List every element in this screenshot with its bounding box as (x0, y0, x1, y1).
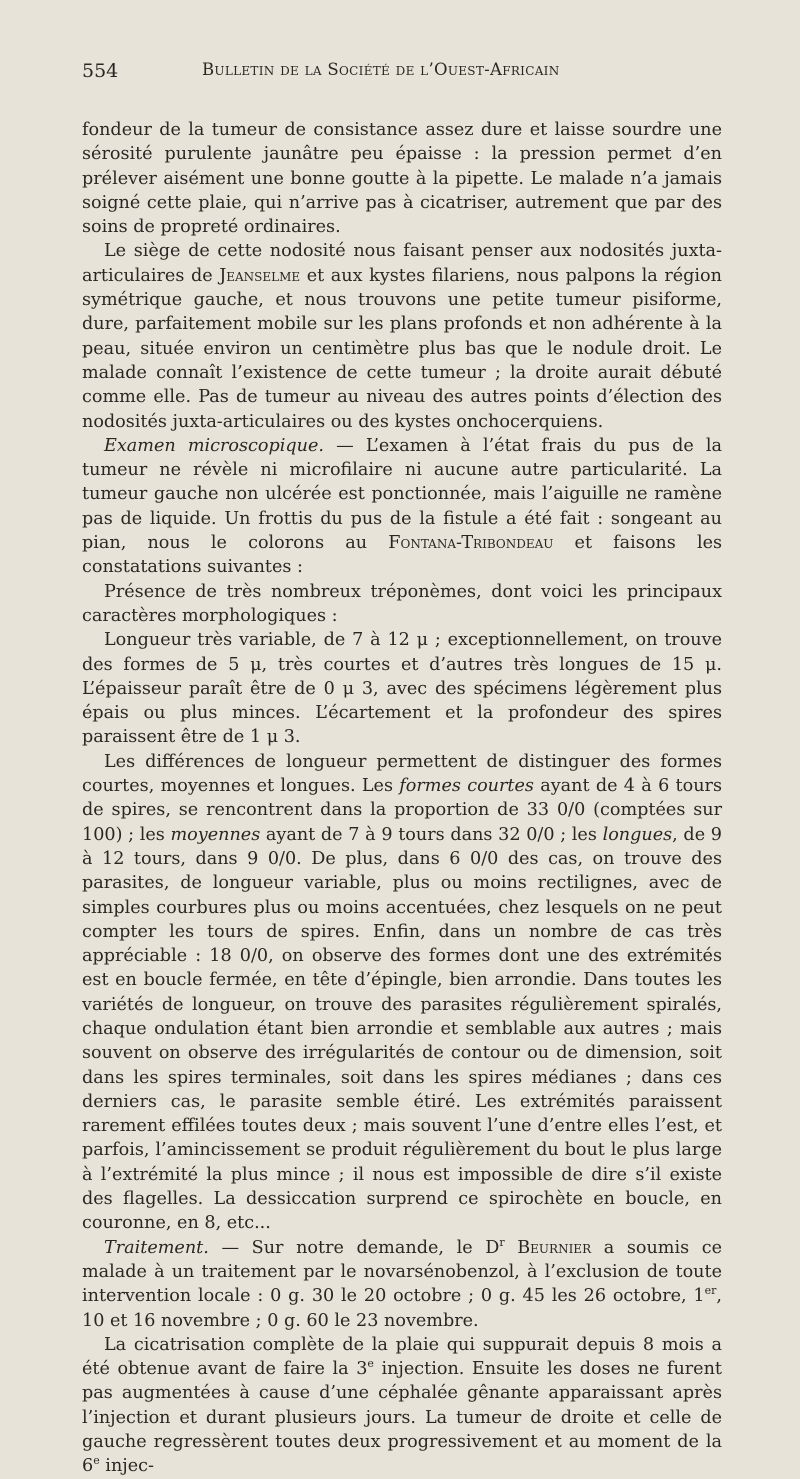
paragraph-1-text: fondeur de la tumeur de consistance assez dure et laisse sourdre une sérosité purulente jaunâtre peu épaisse : la pression permet d’en prélever aisément une bonne goutte à la pipette. Le malade n’a jamais soigné cette plaie, qui n’arrive pas à cicatriser, autrement que par des soins de propreté ordinaires. (82, 120, 722, 238)
superscript-er: er (704, 1284, 717, 1298)
running-title: Bulletin de la Société de l’Ouest-Africain (202, 60, 560, 79)
paragraph-6-text-b: ayant de 4 à 6 tours de spires, se rencontrent dans la proportion de 33 0/0 (comptées sur 100) ; les (82, 776, 722, 845)
paragraph-5-text: Longueur très variable, de 7 à 12 μ ; exceptionnellement, on trouve des formes de 5 μ, très courtes et d’autres très longues de 15 μ. L’épaisseur paraît être de 0 μ 3, avec des spécimens légèrement plus épais ou plus minces. L’écartement et la profondeur des spires paraissent être de 1 μ 3. (82, 630, 722, 748)
paragraph-8-text-a: La cicatrisation complète de la plaie qui suppurait depuis 8 mois a été obtenue avant de faire la 3 (82, 1334, 722, 1380)
paragraph-7-space (505, 1238, 518, 1258)
paragraph-8-text-c: injec- (99, 1456, 154, 1477)
term-moyennes: moyennes (170, 824, 261, 845)
section-heading-examen: Examen microscopique. (104, 435, 324, 456)
superscript-r: r (499, 1235, 505, 1249)
paragraph-2-text-b: et aux kystes filariens, nous palpons la région symétrique gauche, et nous trouvons une petite tumeur pisiforme, dure, parfaitement mobile sur les plans profonds et non adhérente à la peau, située environ un centimètre plus bas que le nodule droit. Le malade connaît l’existence de cette tumeur ; la droite aurait débuté comme elle. Pas de tumeur au niveau des autres points d’élection des nodosités juxta-articulaires ou des kystes onchocerquiens. (82, 265, 722, 432)
paragraph-8-text-b: injection. Ensuite les doses ne furent pas augmentées à cause d’une céphalée gênante apparaissant après l’injection et durant plusieurs jours. La tumeur de droite et celle de gauche regressèrent toutes deux progressivement et au moment de la 6 (82, 1359, 722, 1477)
superscript-e-1: e (367, 1357, 374, 1371)
body-text (82, 118, 722, 1479)
paragraph-5 (82, 628, 722, 749)
paragraph-6-text-a: Les différences de longueur permettent de distinguer des formes courtes, moyennes et longues. Les (82, 751, 722, 797)
author-name-jeanselme: Jeanselme (219, 265, 301, 286)
paragraph-8 (82, 1333, 722, 1479)
section-heading-traitement: Traitement. (104, 1237, 209, 1258)
paragraph-7-text-a: — Sur notre demande, le D (208, 1237, 500, 1258)
term-formes-courtes: formes courtes (399, 776, 534, 797)
paragraph-3 (82, 434, 722, 580)
paragraph-3-text-a: — L’examen à l’état frais du pus de la tumeur ne révèle ni microfilaire ni aucune autre particularité. La tumeur gauche non ulcérée est ponctionnée, mais l’aiguille ne ramène pas de liquide. Un frottis du pus de la fistule a été fait : songeant au pian, nous le colorons au (82, 435, 723, 554)
stain-name-fontana: Fontana-Tribondeau (388, 533, 554, 554)
term-longues: longues (602, 824, 673, 845)
paragraph-2 (82, 239, 722, 433)
paragraph-4-text: Présence de très nombreux tréponèmes, dont voici les principaux caractères morphologiques : (82, 581, 722, 626)
paragraph-6 (82, 750, 722, 1236)
paragraph-6-text-c: ayant de 7 à 9 tours dans 32 0/0 ; les (260, 824, 603, 845)
paragraph-7-text-c: , 10 et 16 novembre ; 0 g. 60 le 23 novembre. (82, 1286, 722, 1331)
paragraph-3-text-b: et faisons les constatations suivantes : (82, 533, 723, 578)
page-number: 554 (82, 60, 119, 82)
paragraph-1 (82, 118, 722, 239)
paragraph-2-text-a: Le siège de cette nodosité nous faisant penser aux nodosités juxta-articulaires de (82, 241, 722, 286)
paragraph-6-text-d: , de 9 à 12 tours, dans 9 0/0. De plus, dans 6 0/0 des cas, on trouve des parasites, de longueur variable, plus ou moins rectilignes, avec de simples courbures plus ou moins accentuées, chez lesquels on ne peut compter les tours de spires. Enfin, dans un nombre de cas très appréciable : 18 0/0, on observe des formes dont une des extrémités est en boucle fermée, en tête d’épingle, bien arrondie. Dans toutes les variétés de longueur, on trouve des parasites régulièrement spiralés, chaque ondulation étant bien arrondie et semblable aux autres ; mais souvent on observe des irrégularités de contour ou de dimension, soit dans les spires terminales, soit dans les spires médianes ; dans ces derniers cas, le parasite semble étiré. Les extrémités paraissent rarement effilées toutes deux ; mais souvent l’une d’entre elles l’est, et parfois, l’amincissement se produit régulièrement du bout le plus large à l’extrémité la plus mince ; il nous est impossible de dire s’il existe des flagelles. La dessiccation surprend ce spirochète en boucle, en couronne, en 8, etc... (82, 824, 722, 1234)
superscript-e-2: e (93, 1454, 100, 1468)
author-name-beurnier: Beurnier (517, 1237, 592, 1258)
paragraph-7-text-b: a soumis ce malade à un traitement par le novarsénobenzol, à l’exclusion de toute intervention locale : 0 g. 30 le 20 octobre ; 0 g. 45 les 26 octobre, 1 (82, 1237, 723, 1307)
page-header (82, 60, 722, 90)
paragraph-4 (82, 580, 722, 629)
paragraph-7 (82, 1236, 722, 1333)
